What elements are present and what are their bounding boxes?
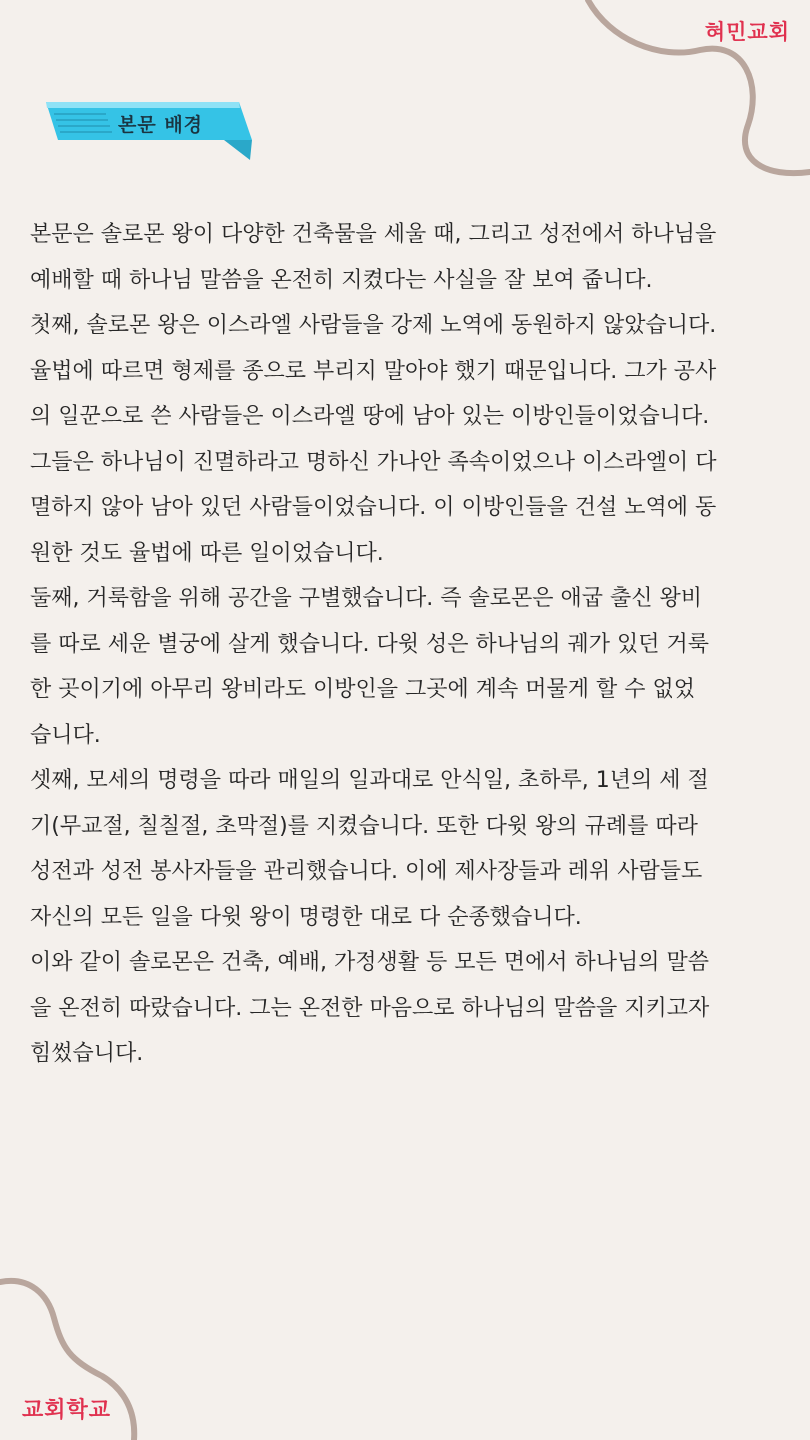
main-body-text [30, 212, 794, 1077]
paragraph-third: 셋째, 모세의 명령을 따라 매일의 일과대로 안식일, 초하루, 1년의 세 절 기(무교절, 칠칠절, 초막절)를 지켰습니다. 또한 다윗 왕의 규례를 따라 성전과 성전 봉사자들을 관리했습니다. 이에 제사장들과 레위 사람들도 자신의 모든 일을 다윗 왕이 명령한 대로 다 순종했습니다. [30, 768, 709, 930]
section-badge [46, 100, 252, 162]
paragraph-second: 둘째, 거룩함을 위해 공간을 구별했습니다. 즉 솔로몬은 애굽 출신 왕비 를 따로 세운 별궁에 살게 했습니다. 다윗 성은 하나님의 궤가 있던 거룩 한 곳이기에 아무리 왕비라도 이방인을 그곳에 계속 머물게 할 수 없었 습니다. [30, 586, 709, 748]
church-logo-top: 혀민교회 [704, 20, 790, 44]
section-title: 본문 배경 [118, 114, 204, 136]
paragraph-conclusion: 이와 같이 솔로몬은 건축, 예배, 가정생활 등 모든 면에서 하나님의 말씀 을 온전히 따랐습니다. 그는 온전한 마음으로 하나님의 말씀을 지키고자 힘썼습니다. [30, 950, 710, 1066]
church-school-logo-bottom: 교회학교 [22, 1398, 112, 1423]
paragraph-first: 첫째, 솔로몬 왕은 이스라엘 사람들을 강제 노역에 동원하지 않았습니다. 율법에 따르면 형제를 종으로 부리지 말아야 했기 때문입니다. 그가 공사 의 일꾼으로 쓴 사람들은 이스라엘 땅에 남아 있는 이방인들이었습니다. 그들은 하나님이 진멸하라고 명하신 가나안 족속이었으나 이스라엘이 다 멸하지 않아 남아 있던 사람들이었습니다. 이 이방인들을 건설 노역에 동 원한 것도 율법에 따른 일이었습니다. [30, 313, 717, 566]
paragraph-intro: 본문은 솔로몬 왕이 다양한 건축물을 세울 때, 그리고 성전에서 하나님을 예배할 때 하나님 말씀을 온전히 지켰다는 사실을 잘 보여 줍니다. [30, 222, 717, 293]
